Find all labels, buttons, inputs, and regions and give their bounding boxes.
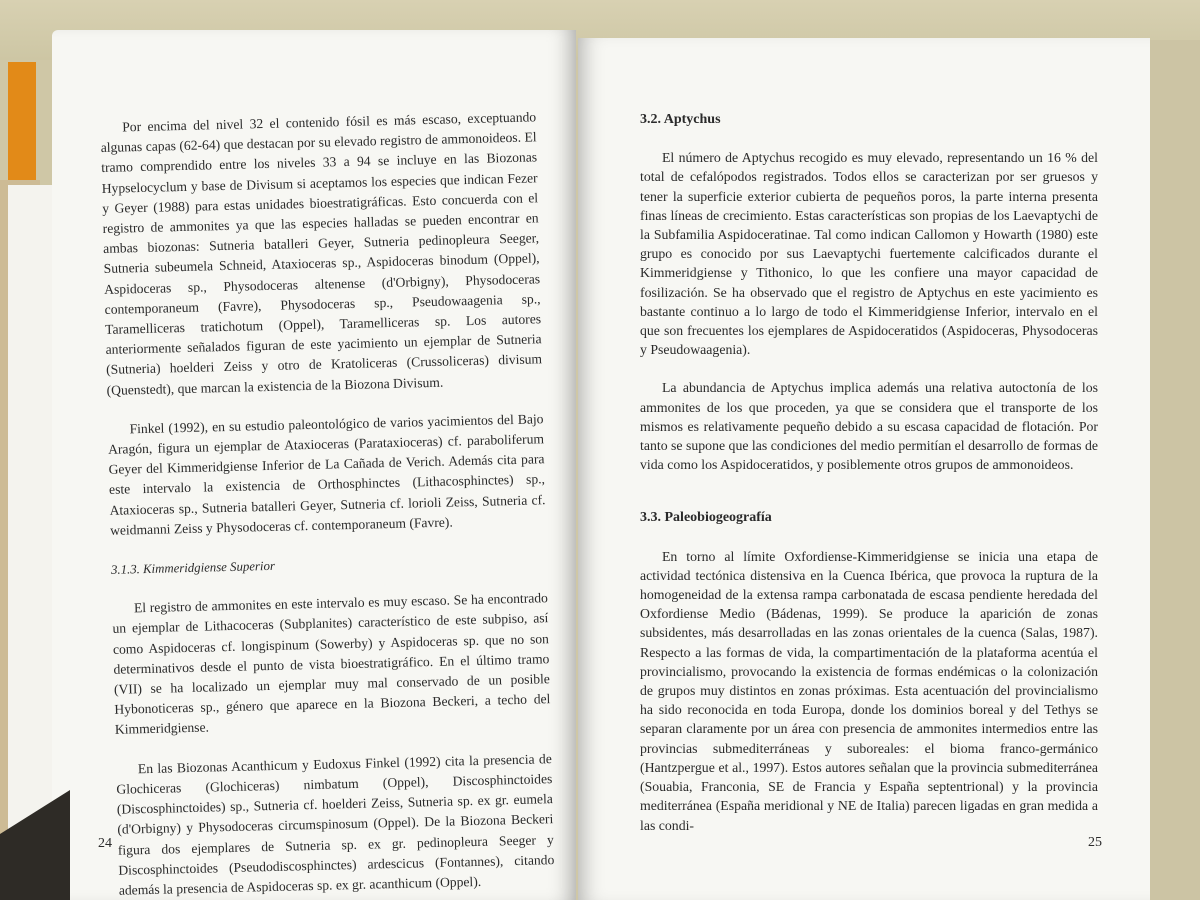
left-paragraph-3: El registro de ammonites en este intervalo es muy escaso. Se ha encontrado un ejemplar de Lithacoceras (Subplanites) característico de este subpiso, así como Aspidoceras cf. longispinum (Sowerby) y Aspidoceras sp. que no son determinativos desde el punto de vista bioestratigráfico. En el último tramo (VII) se ha localizado un ejemplar muy mal conservado de un posible Hybonoticeras sp., género que aparece en la Biozona Beckeri, a techo del Kimmeridgiense. [112, 590, 551, 738]
left-paragraph-2: Finkel (1992), en su estudio paleontológico de varios yacimientos del Bajo Aragón, figura un ejemplar de Ataxioceras (Parataxioceras) cf. paraboliferum Geyer del Kimmeridgiense Inferior de La Cañada de Verich. Además cita para este intervalo la existencia de Orthosphinctes (Lithacosphinctes) sp., Ataxioceras sp., Sutneria batalleri Geyer, Sutneria cf. lorioli Zeiss, Sutneria cf. weidmanni Zeiss y Physodoceras cf. contemporaneum (Favre). [107, 411, 546, 538]
right-paragraph-1: El número de Aptychus recogido es muy elevado, representando un 16 % del total de cefalópodos registrados. Todos ellos se caracterizan por ser gruesos y tener la superficie exterior cubierta de pequeños poros, la parte interna presenta finas líneas de crecimiento. Estas características son propias de los Laevaptychi de la Subfamilia Aspidoceratinae. Tal como indican Callomon y Howarth (1980) este grupo es conocido por sus Laevaptychi fuertemente calcificados durante el Kimmeridgiense y Tithonico, lo que les confiere una mayor capacidad de fosilización. Se ha observado que el registro de Aptychus en este yacimiento es bastante continuo a lo largo de todo el Kimmeridgiense Inferior, intervalo en el que son frecuentes los ejemplares de Aspidoceratidos (Aspidoceras, Physodoceras y Pseudowaagenia). [640, 150, 1098, 358]
heading-paleobiogeografia: 3.3. Paleobiogeografía [640, 510, 772, 526]
left-page-number: 24 [98, 836, 112, 851]
orange-book-spine [8, 62, 36, 180]
subheading-kimmeridgiense-superior: 3.1.3. Kimmeridgiense Superior [110, 558, 276, 577]
background-right [1150, 40, 1200, 900]
left-text-column [100, 107, 555, 900]
right-paragraph-3: En torno al límite Oxfordiense-Kimmeridgiense se inicia una etapa de actividad tectónica distensiva en la Cuenca Ibérica, que provoca la ruptura de la homogeneidad de la extensa rampa carbonatada de escasa pendiente heredada del Oxfordiense Medio (Bádenas, 1999). Se produce la aparición de zonas subsidentes, más desarrolladas en las zonas orientales de la cuenca (Salas, 1987). Respecto a las formas de vida, la compartimentación de la plataforma acentúa el provincialismo, provocando la existencia de formas endémicas o la colonización de grupos muy distintos en zonas próximas. Esta acentuación del provincialismo ha sido reconocida en toda Europa, donde los dominios boreal y del Tethys se separan claramente por un área con presencia de ammonites intermedios entre las provincias submediterráneas y suboreales: el bioma franco-germánico (Hantzpergue et al., 1997). Estos autores señalan que la provincia submediterránea (Souabia, Franconia, SE de Francia y España septentrional) y la provincia mediterránea (España meridional y NE de Italia) parecen ligadas en gran medida a las condi- [640, 548, 1098, 833]
left-paragraph-4: En las Biozonas Acanthicum y Eudoxus Finkel (1992) cita la presencia de Glochiceras (Glochiceras) nimbatum (Oppel), Discosphinctoides (Discosphinctoides) sp., Sutneria cf. hoelderi Zeiss, Sutneria sp. ex gr. eumela (d'Orbigny) y Physodoceras circumspinosum (Oppel). De la Biozona Beckeri figura dos ejemplares de Sutneria sp. ex gr. pedinopleura Seeger y Discosphinctoides (Pseudodiscosphinctes) ardescicus (Fontannes), citando además la presencia de Aspidoceras sp. ex gr. acanthicum (Oppel). [116, 750, 555, 898]
right-text-column [640, 110, 1098, 835]
left-paragraph-1: Por encima del nivel 32 el contenido fósil es más escaso, exceptuando algunas capas (62-64) que destacan por su elevado registro de ammonoideos. El tramo comprendido entre los niveles 33 a 94 se incluye en las Biozonas Hypselocyclum y base de Divisum si aceptamos los especies que indican Fezer y Geyer (1988) para estas unidades bioestratigráficas. Esto concuerda con el registro de ammonites ya que las especies halladas se pueden encontrar en ambas biozonas: Sutneria batalleri Geyer, Sutneria pedinopleura Seeger, Sutneria subeumela Schneid, Ataxioceras sp., Aspidoceras binodum (Oppel), Aspidoceras sp., Physodoceras altenense (d'Orbigny), Physodoceras contemporaneum (Favre), Physodoceras sp., Pseudowaagenia sp., Taramelliceras tratichotum (Oppel), Taramelliceras sp. Los autores anteriormente señalados figuran de este yacimiento un ejemplar de Sutneria (Sutneria) hoelderi Zeiss y otro de Kratoliceras (Crussoliceras) divisum (Quenstedt), que marcan la existencia de la Biozona Divisum. [100, 109, 543, 398]
right-paragraph-2: La abundancia de Aptychus implica además una relativa autoctonía de los ammonites de los que proceden, ya que se considera que el transporte de los mismos es relativamente pequeño debido a su escasa capacidad de flotación. Por tanto se supone que las condiciones del medio permitían el desarrollo de formas de vida como los Aspidoceratidos, y posiblemente otros grupos de ammonoideos. [640, 380, 1098, 473]
heading-aptychus: 3.2. Aptychus [640, 112, 721, 127]
left-page [52, 30, 576, 900]
right-page [578, 38, 1150, 900]
right-page-number: 25 [1088, 835, 1102, 850]
